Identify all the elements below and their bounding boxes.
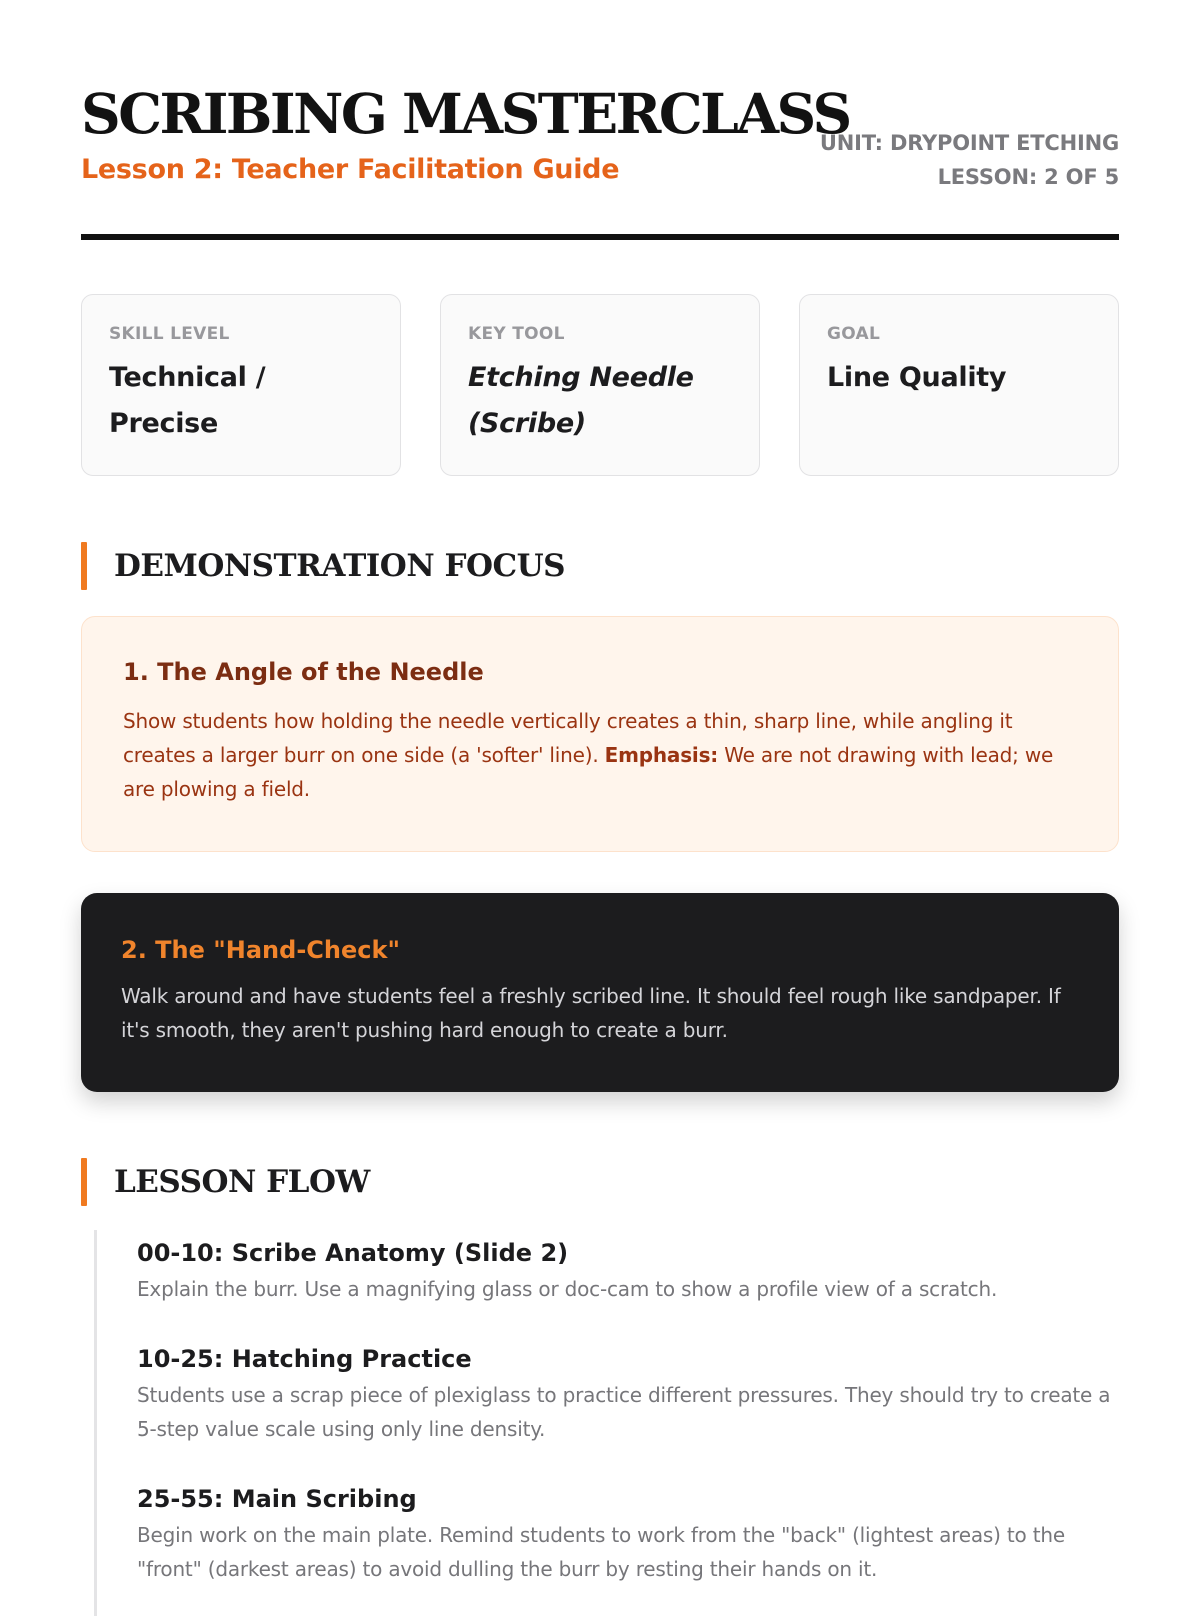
- section-accent-bar: [81, 542, 87, 590]
- lesson-meta: [820, 126, 1119, 194]
- section-title: DEMONSTRATION FOCUS: [114, 548, 566, 584]
- emphasis-text: We are not drawing with lead; we are plowing a field.: [123, 743, 1054, 801]
- lesson-number: LESSON: 2 OF 5: [937, 165, 1119, 189]
- info-cards: [81, 294, 1119, 476]
- timeline-step-description: Begin work on the main plate. Remind students to work from the "back" (lightest areas) to the "front" (darkest areas) to avoid dulling the burr by resting their hands on it.: [137, 1523, 1065, 1581]
- focus-body-text: Show students how holding the needle vertically creates a thin, sharp line, while angling it creates a larger burr on one side (a 'softer' line).: [123, 709, 1013, 767]
- page-title: SCRIBING MASTERCLASS: [81, 81, 850, 146]
- info-card-skill-level: [81, 294, 401, 476]
- focus-box-hand-check: [81, 893, 1119, 1092]
- timeline-item: [137, 1230, 1119, 1336]
- timeline-step-title: 25-55: Main Scribing: [137, 1485, 417, 1513]
- focus-title: 1. The Angle of the Needle: [123, 658, 484, 686]
- focus-title: 2. The "Hand-Check": [121, 936, 400, 964]
- timeline-step-description: Explain the burr. Use a magnifying glass or doc-cam to show a profile view of a scratch.: [137, 1277, 998, 1301]
- timeline-step-title: 00-10: Scribe Anatomy (Slide 2): [137, 1239, 569, 1267]
- card-value: Line Quality: [827, 362, 1007, 393]
- demonstration-heading: [81, 542, 1119, 590]
- focus-body: Walk around and have students feel a freshly scribed line. It should feel rough like sandpaper. If it's smooth, they aren't pushing hard enough to create a burr.: [121, 984, 1061, 1042]
- focus-body: [123, 704, 1077, 806]
- emphasis-label: Emphasis:: [604, 743, 719, 767]
- card-value: Etching Needle (Scribe): [468, 362, 694, 439]
- page-header: [81, 0, 1119, 240]
- timeline-step-title: 10-25: Hatching Practice: [137, 1345, 472, 1373]
- card-value: Technical / Precise: [109, 362, 266, 439]
- info-card-goal: [799, 294, 1119, 476]
- card-label: KEY TOOL: [468, 324, 565, 344]
- section-accent-bar: [81, 1158, 87, 1206]
- info-card-key-tool: [440, 294, 760, 476]
- card-label: SKILL LEVEL: [109, 324, 230, 344]
- focus-box-needle-angle: [81, 616, 1119, 852]
- card-label: GOAL: [827, 324, 881, 344]
- lesson-flow-heading: [81, 1158, 1119, 1206]
- unit-label: UNIT: DRYPOINT ETCHING: [819, 131, 1119, 155]
- timeline-item: [137, 1476, 1119, 1616]
- lesson-flow-timeline: [94, 1230, 1119, 1616]
- timeline-step-description: Students use a scrap piece of plexiglass to practice different pressures. They should try to create a 5-step value scale using only line density.: [137, 1383, 1111, 1441]
- page-subtitle: Lesson 2: Teacher Facilitation Guide: [81, 154, 620, 185]
- section-title: LESSON FLOW: [114, 1164, 370, 1200]
- timeline-item: [137, 1336, 1119, 1476]
